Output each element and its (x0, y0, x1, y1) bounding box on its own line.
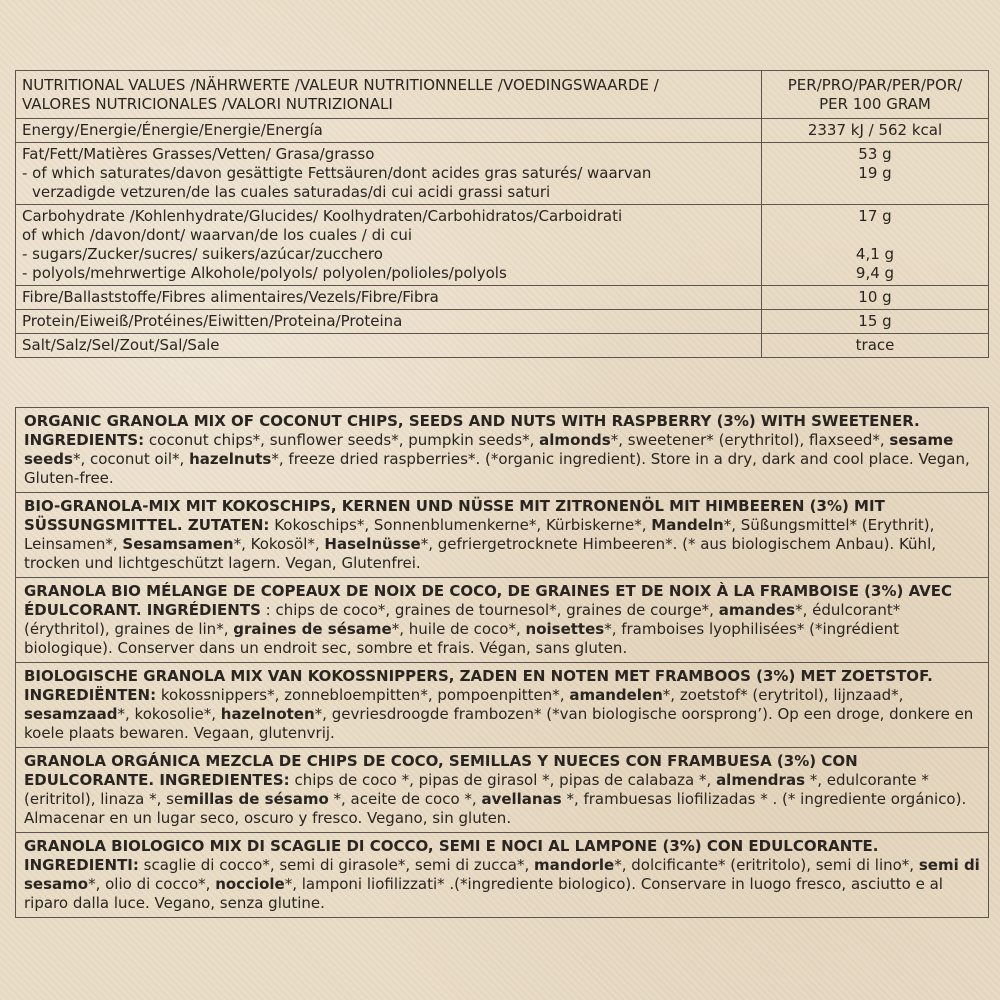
allergen-it-3: nocciole (215, 875, 285, 893)
carbs-row (16, 205, 989, 286)
fat-value: 53 g (858, 145, 892, 163)
allergen-es-3: avellanas (481, 790, 562, 808)
sugars-value: 4,1 g (855, 245, 895, 263)
allergen-de-1: Mandeln (651, 516, 724, 534)
allergen-nl-3: hazelnoten (220, 705, 315, 723)
carbs-values (762, 205, 989, 286)
fat-label: Fat/Fett/Matières Grasses/Vetten/ Grasa/grasso (22, 145, 375, 163)
lead-it: INGREDIENTI: (24, 856, 139, 874)
allergen-it-2: semi di sesamo (24, 856, 980, 893)
ingredients-it (16, 832, 988, 917)
text-nl-4: *, gevriesdroogde frambozen* (*van biologische oorsprong’). Op een droge, donkere en koele plaats bewaren. Vegaan, glutenvrij. (24, 705, 974, 742)
lead-de: ZUTATEN: (182, 516, 270, 534)
text-de-3: *, Kokosöl*, (233, 535, 325, 553)
text-nl-3: *, kokosolie*, (117, 705, 221, 723)
allergen-en-2: sesame seeds (24, 431, 954, 468)
carbs-cell (16, 205, 762, 286)
ingredients-en (16, 408, 988, 492)
allergen-es-1: almendras (716, 771, 805, 789)
saturates-label-cont: verzadigde vetzuren/de las cuales saturadas/di cui acidi grassi saturi (32, 183, 551, 201)
allergen-en-1: almonds (539, 431, 611, 449)
nutrition-header-value: PER/PRO/PAR/PER/POR/ PER 100 GRAM (762, 71, 989, 119)
allergen-de-3: Haselnüsse (324, 535, 421, 553)
salt-row (16, 334, 989, 358)
of-which-label: of which /davon/dont/ waarvan/de los cuales / di cui (22, 226, 412, 244)
text-es-4: *, frambuesas liofilizadas * . (* ingrediente orgánico). Almacenar en un lugar seco, oscuro y fresco. Vegano, sin gluten. (24, 790, 967, 827)
text-nl-2: *, zoetstof* (erytritol), lijnzaad*, (662, 686, 904, 704)
text-de-1: Kokoschips*, Sonnenblumenkerne*, Kürbiskerne*, (269, 516, 652, 534)
protein-row (16, 310, 989, 334)
allergen-nl-1: amandelen (569, 686, 663, 704)
saturates-value: 19 g (858, 164, 892, 182)
fat-row (16, 143, 989, 205)
nutrition-header-row (16, 71, 989, 119)
text-fr-4: *, framboises lyophilisées* (*ingrédient biologique). Conserver dans un endroit sec, sombre et frais. Végan, sans gluten. (24, 620, 900, 657)
allergen-fr-3: noisettes (525, 620, 605, 638)
text-en-1: coconut chips*, sunflower seeds*, pumpkin seeds*, (144, 431, 540, 449)
fibre-label: Fibre/Ballaststoffe/Fibres alimentaires/Vezels/Fibre/Fibra (16, 286, 762, 310)
spacer (768, 226, 982, 245)
energy-value: 2337 kJ / 562 kcal (762, 119, 989, 143)
allergen-es-2: millas de sésamo (183, 790, 329, 808)
carbs-value: 17 g (858, 207, 892, 225)
text-it-4: *, lamponi liofilizzati* .(*ingrediente biologico). Conservare in luogo fresco, asciutto e al riparo dalla luce. Vegano, senza glutine. (24, 875, 943, 912)
text-de-4: *, gefriergetrocknete Himbeeren*. (* aus biologischem Anbau). Kühl, trocken und lichtgeschützt lagern. Vegan, Glutenfrei. (24, 535, 937, 572)
title-en: ORGANIC GRANOLA MIX OF COCONUT CHIPS, SEEDS AND NUTS WITH RASPBERRY (3%) WITH SWEETENER. (24, 412, 920, 430)
text-nl-1: kokossnippers*, zonnebloempitten*, pompoenpitten*, (156, 686, 570, 704)
nutrition-table (15, 70, 989, 358)
title-fr: GRANOLA BIO MÉLANGE DE COPEAUX DE NOIX DE COCO, DE GRAINES ET DE NOIX À LA FRAMBOISE (3%) AVEC ÉDULCORANT. (24, 582, 953, 619)
text-es-3: *, aceite de coco *, (328, 790, 482, 808)
text-es-1: chips de coco *, pipas de girasol *, pipas de calabaza *, (289, 771, 717, 789)
protein-value: 15 g (762, 310, 989, 334)
lead-fr: INGRÉDIENTS (141, 601, 261, 619)
ingredients-de (16, 492, 988, 577)
ingredients-es (16, 747, 988, 832)
energy-label: Energy/Energie/Énergie/Energie/Energía (16, 119, 762, 143)
saturates-label: - of which saturates/davon gesättigte Fettsäuren/dont acides gras saturés/ waarvan (22, 164, 652, 182)
lead-es: INGREDIENTES: (154, 771, 290, 789)
text-de-2: *, Süßungsmittel* (Erythrit), Leinsamen*, (24, 516, 935, 553)
text-en-3: *, coconut oil*, (72, 450, 190, 468)
protein-label: Protein/Eiweiß/Protéines/Eiwitten/Proteina/Proteina (16, 310, 762, 334)
title-nl: BIOLOGISCHE GRANOLA MIX VAN KOKOSSNIPPERS, ZADEN EN NOTEN MET FRAMBOOS (3%) MET ZOETSTOF. (24, 667, 933, 685)
energy-row (16, 119, 989, 143)
polyols-value: 9,4 g (855, 264, 895, 282)
fat-cell (16, 143, 762, 205)
allergen-de-2: Sesamsamen (122, 535, 234, 553)
title-it: GRANOLA BIOLOGICO MIX DI SCAGLIE DI COCCO, SEMI E NOCI AL LAMPONE (3%) CON EDULCORANTE. (24, 837, 879, 855)
title-es: GRANOLA ORGÁNICA MEZCLA DE CHIPS DE COCO, SEMILLAS Y NUECES CON FRAMBUESA (3%) CON EDULCORANTE. (24, 752, 858, 789)
fibre-value: 10 g (762, 286, 989, 310)
allergen-fr-1: amandes (718, 601, 796, 619)
nutrition-header-label: NUTRITIONAL VALUES /NÄHRWERTE /VALEUR NUTRITIONNELLE /VOEDINGSWAARDE / VALORES NUTRICIONALES /VALORI NUTRIZIONALI (16, 71, 762, 119)
text-en-4: *, freeze dried raspberries*. (*organic ingredient). Store in a dry, dark and cool place. Vegan, Gluten-free. (24, 450, 970, 487)
text-fr-3: *, huile de coco*, (391, 620, 526, 638)
lead-nl: INGREDIËNTEN: (24, 686, 157, 704)
polyols-label: - polyols/mehrwertige Alkohole/polyols/ polyolen/polioles/polyols (22, 264, 507, 282)
text-it-2: *, dolcificante* (eritritolo), semi di lino*, (614, 856, 919, 874)
sugars-label: - sugars/Zucker/sucres/ suikers/azúcar/zucchero (22, 245, 383, 263)
salt-value: trace (762, 334, 989, 358)
fibre-row (16, 286, 989, 310)
text-fr-1: : chips de coco*, graines de tournesol*, graines de courge*, (260, 601, 719, 619)
carbs-label: Carbohydrate /Kohlenhydrate/Glucides/ Koolhydraten/Carbohidratos/Carboidrati (22, 207, 623, 225)
lead-en: INGREDIENTS: (24, 431, 145, 449)
allergen-it-1: mandorle (534, 856, 615, 874)
fat-values (762, 143, 989, 205)
text-it-3: *, olio di cocco*, (88, 875, 216, 893)
allergen-fr-2: graines de sésame (233, 620, 392, 638)
allergen-en-3: hazelnuts (189, 450, 272, 468)
ingredients-fr (16, 577, 988, 662)
text-it-1: scaglie di cocco*, semi di girasole*, semi di zucca*, (138, 856, 535, 874)
text-fr-2: *, édulcorant* (érythritol), graines de lin*, (24, 601, 901, 638)
ingredients-nl (16, 662, 988, 747)
title-de: BIO-GRANOLA-MIX MIT KOKOSCHIPS, KERNEN UND NÜSSE MIT ZITRONENÖL MIT HIMBEEREN (3%) MIT SÜSSUNGSMITTEL. (24, 497, 885, 534)
allergen-nl-2: sesamzaad (24, 705, 118, 723)
ingredients-box (15, 407, 989, 918)
text-en-2: *, sweetener* (erythritol), flaxseed*, (610, 431, 890, 449)
text-es-2: *, edulcorante * (eritritol), linaza *, se (24, 771, 929, 808)
salt-label: Salt/Salz/Sel/Zout/Sal/Sale (16, 334, 762, 358)
